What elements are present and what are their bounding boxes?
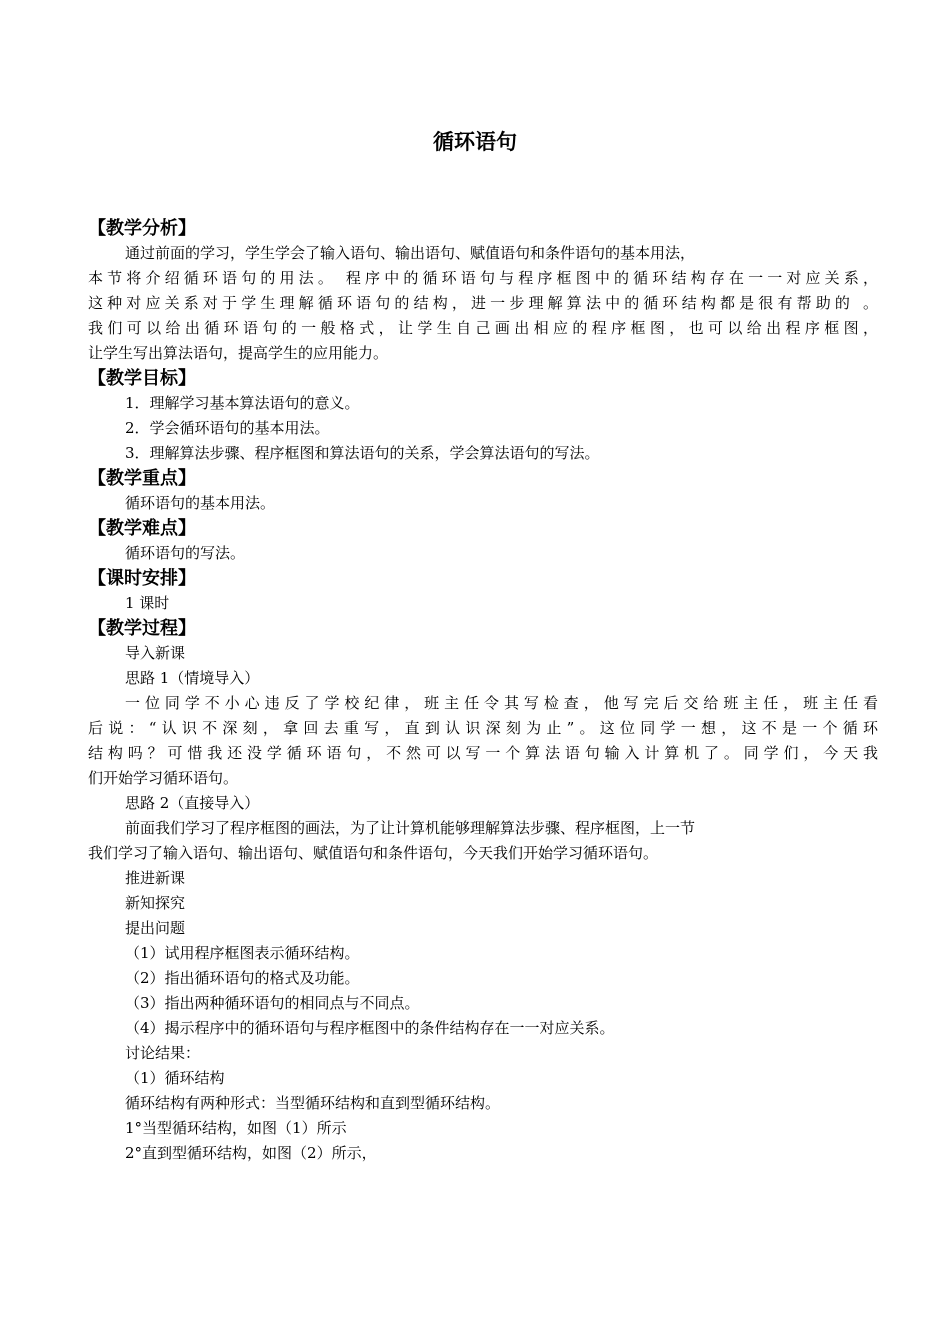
- question-item: （2）指出循环语句的格式及功能。: [125, 969, 360, 987]
- analysis-line: 让学生写出算法语句，提高学生的应用能力。: [88, 344, 389, 362]
- result-description: 循环结构有两种形式：当型循环结构和直到型循环结构。: [125, 1094, 501, 1112]
- analysis-line: 通过前面的学习，学生学会了输入语句、输出语句、赋值语句和条件语句的基本用法，: [125, 244, 696, 262]
- goal-item: 2．学会循环语句的基本用法。: [125, 419, 330, 437]
- goal-item: 3．理解算法步骤、程序框图和算法语句的关系，学会算法语句的写法。: [125, 444, 600, 462]
- analysis-line: 我们可以给出循环语句的一般格式，让学生自己画出相应的程序框图，也可以给出程序框图，: [88, 319, 878, 337]
- results-title: 讨论结果：: [125, 1044, 201, 1062]
- idea1-line: 结构吗？可惜我还没学循环语句，不然可以写一个算法语句输入计算机了。同学们，今天我: [88, 744, 878, 762]
- key-points-text: 循环语句的基本用法。: [125, 494, 276, 512]
- idea1-title: 思路 1（情境导入）: [125, 669, 260, 687]
- section-heading-key-points: 【教学重点】: [88, 468, 196, 489]
- explore-label: 新知探究: [125, 894, 186, 912]
- process-intro: 导入新课: [125, 644, 186, 662]
- idea1-line: 后说：“认识不深刻，拿回去重写，直到认识深刻为止”。这位同学一想，这不是一个循环: [88, 719, 878, 737]
- section-heading-analysis: 【教学分析】: [88, 218, 196, 239]
- document-body: [88, 216, 878, 1166]
- question-item: （1）试用程序框图表示循环结构。: [125, 944, 360, 962]
- section-heading-goals: 【教学目标】: [88, 368, 196, 389]
- loop-form-item: 1°当型循环结构，如图（1）所示: [125, 1119, 347, 1137]
- page-title: 循环语句: [433, 130, 517, 154]
- section-heading-schedule: 【课时安排】: [88, 568, 196, 589]
- question-item: （4）揭示程序中的循环语句与程序框图中的条件结构存在一一对应关系。: [125, 1019, 615, 1037]
- question-item: （3）指出两种循环语句的相同点与不同点。: [125, 994, 420, 1012]
- section-heading-difficulties: 【教学难点】: [88, 518, 196, 539]
- analysis-line: 本节将介绍循环语句的用法。 程序中的循环语句与程序框图中的循环结构存在一一对应关系，: [88, 269, 878, 287]
- advance-label: 推进新课: [125, 869, 186, 887]
- schedule-text: 1 课时: [125, 594, 170, 612]
- idea1-line: 一位同学不小心违反了学校纪律，班主任令其写检查，他写完后交给班主任，班主任看: [125, 694, 878, 712]
- goal-item: 1．理解学习基本算法语句的意义。: [125, 394, 360, 412]
- result-item: （1）循环结构: [125, 1069, 225, 1087]
- idea2-title: 思路 2（直接导入）: [125, 794, 260, 812]
- idea1-line: 们开始学习循环语句。: [88, 769, 239, 787]
- idea2-line: 前面我们学习了程序框图的画法，为了让计算机能够理解算法步骤、程序框图，上一节: [125, 819, 696, 837]
- loop-form-item: 2°直到型循环结构，如图（2）所示，: [125, 1144, 377, 1162]
- idea2-line: 我们学习了输入语句、输出语句、赋值语句和条件语句，今天我们开始学习循环语句。: [88, 844, 659, 862]
- difficulties-text: 循环语句的写法。: [125, 544, 246, 562]
- section-heading-process: 【教学过程】: [88, 618, 196, 639]
- analysis-line: 这种对应关系对于学生理解循环语句的结构，进一步理解算法中的循环结构都是很有帮助的 。: [88, 294, 878, 312]
- questions-title: 提出问题: [125, 919, 186, 937]
